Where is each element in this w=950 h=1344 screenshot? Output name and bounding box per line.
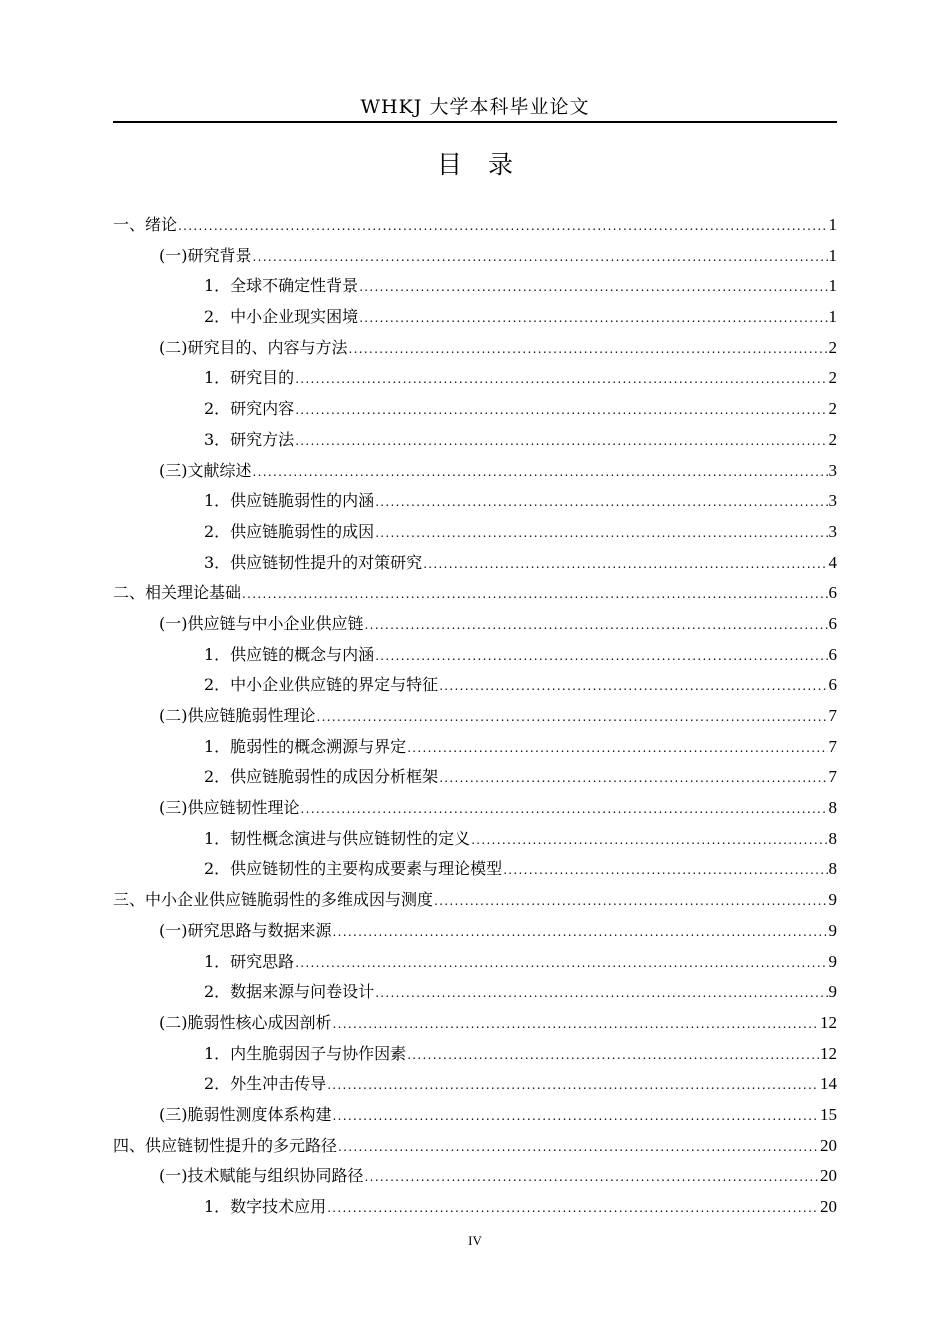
toc-entry[interactable] [113,578,837,609]
toc-page-number: 20 [820,1166,837,1186]
toc-page-number: 9 [828,890,837,910]
toc-dot-leader [439,671,827,702]
toc-page-number: 2 [828,429,837,449]
toc-entry[interactable] [113,1008,837,1039]
toc-page-number: 2 [828,368,837,388]
toc-entry[interactable] [113,793,837,824]
toc-entry-text: 1．内生脆弱因子与协作因素 [204,1043,407,1063]
page-footer [113,1230,837,1252]
toc-dot-leader [365,610,828,641]
toc-entry-text: (一)研究背景 [159,245,252,265]
toc-entry-text: 2．供应链脆弱性的成因 [204,521,375,541]
toc-dot-leader [333,917,828,948]
toc-page-number: 6 [828,644,837,664]
toc-entry-text: 1．供应链的概念与内涵 [204,644,375,664]
toc-entry-text: 四、供应链韧性提升的多元路径 [113,1135,338,1155]
toc-entry-text: 3．供应链韧性提升的对策研究 [204,552,423,572]
toc-entry[interactable] [113,210,837,241]
toc-entry-text: 一、绪论 [113,215,178,234]
toc-entry[interactable] [113,977,837,1008]
toc-dot-leader [375,641,827,672]
toc-entry-text: 1．供应链脆弱性的内涵 [204,491,375,511]
table-of-contents [113,210,837,1223]
toc-dot-leader [295,426,827,457]
toc-page-number: 7 [828,736,837,756]
toc-dot-leader [242,579,827,610]
toc-entry-text: (二)研究目的、内容与方法 [159,337,348,357]
toc-entry[interactable] [113,486,837,517]
toc-entry[interactable] [113,394,837,425]
toc-dot-leader [359,303,827,334]
toc-entry-text: (一)技术赋能与组织协同路径 [159,1166,364,1186]
toc-entry[interactable] [113,701,837,732]
toc-page-number: 3 [828,460,837,480]
toc-entry-text: 1．全球不确定性背景 [204,276,359,296]
toc-dot-leader [375,518,827,549]
toc-dot-leader [178,211,827,242]
toc-page-number: 12 [820,1012,837,1032]
toc-page-number: 8 [828,798,837,818]
toc-page-number: 2 [828,399,837,419]
toc-entry-text: 二、相关理论基础 [113,583,242,603]
toc-page-number: 6 [828,675,837,695]
toc-entry-text: 2．数据来源与问卷设计 [204,982,375,1002]
toc-entry-text: 2．中小企业供应链的界定与特征 [204,675,439,695]
toc-dot-leader [327,1193,819,1224]
header-text: WHKJ 大学本科毕业论文 [360,96,590,118]
toc-entry[interactable] [113,241,837,272]
toc-dot-leader [471,825,827,856]
toc-page-number: 9 [828,982,837,1002]
toc-entry-text: 1．韧性概念演进与供应链韧性的定义 [204,828,471,848]
toc-dot-leader [423,549,827,580]
toc-page-number: 4 [828,552,837,572]
toc-entry[interactable] [113,271,837,302]
toc-entry[interactable] [113,1100,837,1131]
toc-entry-text: 2．研究内容 [204,399,295,419]
toc-entry[interactable] [113,609,837,640]
toc-entry-text: 2．外生冲击传导 [204,1074,327,1094]
toc-entry[interactable] [113,456,837,487]
toc-entry-text: (一)研究思路与数据来源 [159,920,332,940]
toc-page-number: 9 [828,920,837,940]
toc-entry[interactable] [113,947,837,978]
footer-page-label: IV [468,1233,482,1248]
toc-dot-leader [439,763,827,794]
toc-page-number: 7 [828,767,837,787]
page-header [113,92,837,122]
toc-dot-leader [327,1070,819,1101]
header-rule [113,121,837,123]
toc-page-number: 20 [820,1197,837,1216]
toc-entry[interactable] [113,1069,837,1100]
toc-page-number: 20 [820,1135,837,1155]
toc-dot-leader [359,272,827,303]
toc-entry-text: (三)文献综述 [159,460,252,480]
toc-entry[interactable] [113,363,837,394]
toc-entry[interactable] [113,762,837,793]
toc-entry-text: 三、中小企业供应链脆弱性的多维成因与测度 [113,890,434,910]
toc-page-number: 2 [828,337,837,357]
toc-dot-leader [253,242,828,273]
toc-page-number: 3 [828,521,837,541]
toc-dot-leader [349,334,828,365]
toc-dot-leader [333,1009,820,1040]
toc-page-number: 1 [828,307,837,327]
toc-dot-leader [407,1040,819,1071]
toc-dot-leader [338,1132,819,1163]
toc-entry-text: 1．研究思路 [204,951,295,971]
toc-dot-leader [301,794,828,825]
toc-page-number: 6 [828,613,837,633]
toc-entry-text: (二)供应链脆弱性理论 [159,706,316,725]
toc-dot-leader [434,886,827,917]
toc-entry[interactable] [113,885,837,916]
toc-entry[interactable] [113,640,837,671]
toc-page-number: 6 [828,583,837,603]
toc-entry[interactable] [113,854,837,885]
toc-dot-leader [253,457,828,488]
toc-entry-text: (二)脆弱性核心成因剖析 [159,1012,332,1032]
toc-entry-text: 2．供应链脆弱性的成因分析框架 [204,767,439,787]
toc-page-number: 8 [828,828,837,848]
toc-entry[interactable] [113,333,837,364]
toc-entry-text: 3．研究方法 [204,429,295,449]
toc-entry[interactable] [113,670,837,701]
toc-page-number: 7 [828,706,837,725]
toc-entry-text: 1．数字技术应用 [204,1197,327,1216]
toc-entry-text: 1．研究目的 [204,368,295,388]
toc-page-number: 1 [828,215,837,234]
toc-entry[interactable] [113,824,837,855]
toc-dot-leader [333,1101,820,1132]
toc-entry[interactable] [113,1039,837,1070]
toc-entry-text: 1．脆弱性的概念溯源与界定 [204,736,407,756]
toc-entry[interactable] [113,425,837,456]
toc-page-number: 9 [828,951,837,971]
toc-dot-leader [375,978,827,1009]
toc-page-number: 14 [820,1074,837,1094]
toc-page-number: 15 [820,1104,837,1124]
toc-dot-leader [317,702,828,733]
toc-entry[interactable] [113,916,837,947]
toc-entry[interactable] [113,732,837,763]
toc-entry-text: 2．供应链韧性的主要构成要素与理论模型 [204,859,503,879]
toc-page-number: 1 [828,276,837,296]
toc-page-number: 1 [828,245,837,265]
toc-entry[interactable] [113,517,837,548]
toc-dot-leader [295,948,827,979]
toc-page-number: 12 [820,1043,837,1063]
toc-dot-leader [407,733,827,764]
toc-dot-leader [295,395,827,426]
toc-entry[interactable] [113,1131,837,1162]
toc-entry-text: (三)脆弱性测度体系构建 [159,1104,332,1124]
toc-dot-leader [375,487,827,518]
toc-entry-text: (三)供应链韧性理论 [159,798,300,818]
toc-entry[interactable] [113,1192,837,1223]
toc-entry[interactable] [113,1161,837,1192]
toc-entry-text: (一)供应链与中小企业供应链 [159,613,364,633]
toc-dot-leader [365,1162,820,1193]
page-title: 目录 [436,150,539,179]
toc-dot-leader [295,364,827,395]
toc-entry[interactable] [113,302,837,333]
toc-entry[interactable] [113,548,837,579]
toc-entry-text: 2．中小企业现实困境 [204,307,359,327]
toc-page-number: 8 [828,859,837,879]
toc-page-number: 3 [828,491,837,511]
toc-dot-leader [503,855,827,886]
